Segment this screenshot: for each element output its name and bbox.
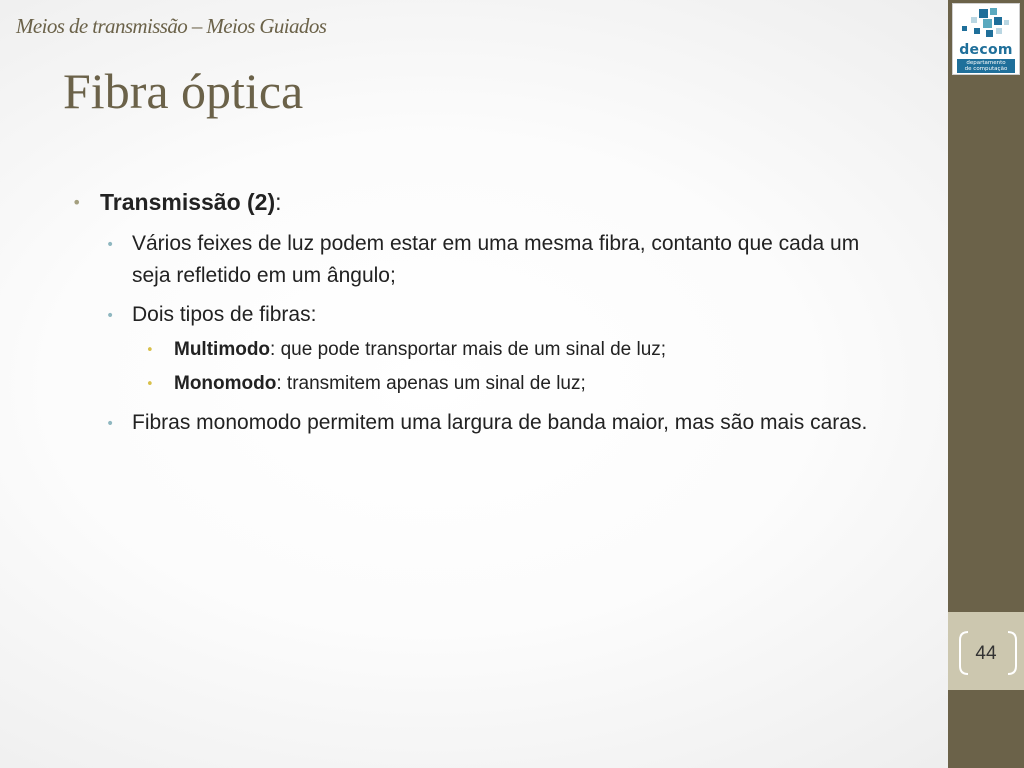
bullet-marker: • bbox=[106, 236, 115, 253]
section-header: Meios de transmissão – Meios Guiados bbox=[16, 14, 327, 38]
logo-subtitle-line2: de computação bbox=[964, 66, 1008, 72]
bullet-multimodo bbox=[146, 338, 892, 363]
bullet-text: Dois tipos de fibras: bbox=[132, 302, 317, 326]
logo-subtitle-line1: departamento bbox=[966, 60, 1006, 66]
bullet-dois-tipos bbox=[106, 299, 892, 332]
bullet-text: : transmitem apenas um sinal de luz; bbox=[276, 373, 586, 395]
bullet-marker: • bbox=[146, 342, 154, 358]
logo-squares-icon bbox=[953, 4, 1019, 42]
bullet-marker: • bbox=[106, 307, 115, 324]
bullet-fibras-monomodo bbox=[106, 407, 892, 440]
bullet-bold-text: Monomodo bbox=[174, 373, 277, 395]
bullet-monomodo bbox=[146, 372, 892, 397]
bullet-marker: • bbox=[106, 415, 115, 432]
page-number: 44 bbox=[975, 643, 997, 664]
bullet-transmissao bbox=[72, 188, 892, 218]
bullet-bold-text: Transmissão (2) bbox=[100, 189, 276, 215]
logo-subtitle bbox=[957, 59, 1015, 73]
bullet-text: Fibras monomodo permitem uma largura de banda maior, mas são mais caras. bbox=[132, 410, 868, 434]
bullet-text: Vários feixes de luz podem estar em uma mesma fibra, contanto que cada um seja refletido em um ângulo; bbox=[132, 231, 860, 288]
slide-title: Fibra óptica bbox=[63, 63, 304, 119]
bullet-text: : que pode transportar mais de um sinal de luz; bbox=[270, 338, 667, 360]
bullet-marker: • bbox=[72, 193, 82, 212]
bullet-text: : bbox=[275, 189, 282, 215]
decom-logo bbox=[952, 3, 1020, 75]
bullet-list bbox=[72, 188, 892, 445]
logo-wordmark: decom bbox=[959, 42, 1013, 58]
bullet-bold-text: Multimodo bbox=[174, 338, 271, 360]
bullet-marker: • bbox=[146, 377, 154, 393]
bullet-varios-feixes bbox=[106, 228, 892, 293]
